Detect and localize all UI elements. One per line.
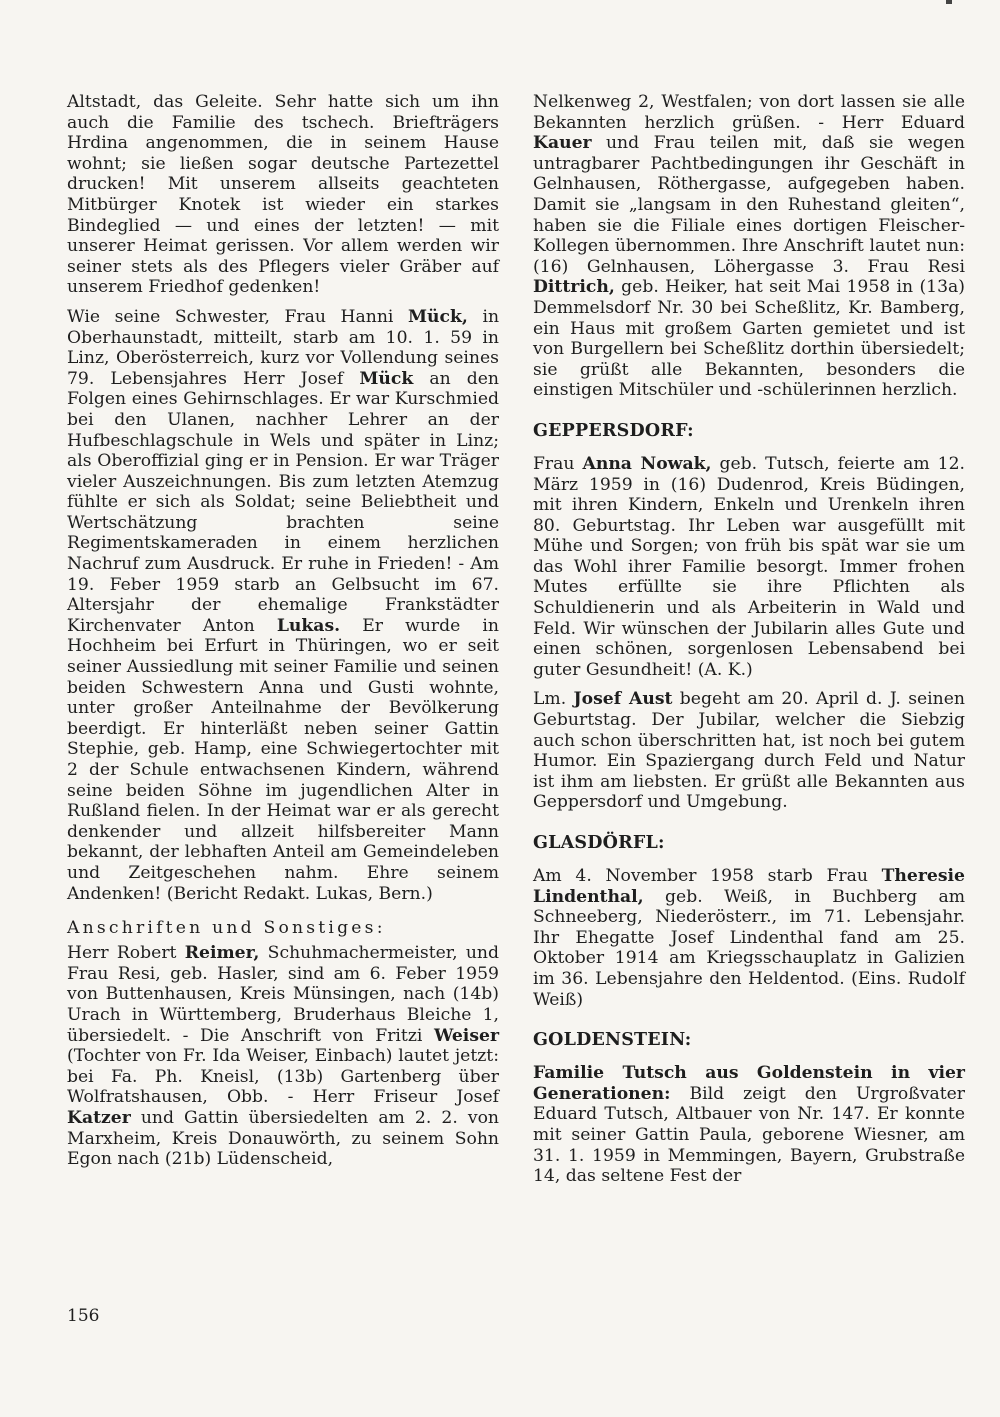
name-bold: Kauer [533,133,592,154]
name-bold: Mück, [407,306,468,327]
paragraph: Familie Tutsch aus Goldenstein in vier Generationen: Bild zeigt den Urgroßvater Eduard Tutsch, Altbauer von Nr. 147. Er konnte mit seiner Gattin Paula, geborene Wiesner, am 31. 1. 1959 in Memmingen, Bayern, Grubstraße 14, das seltene Fest der [533,1063,965,1187]
paragraph: Lm. Josef Aust begeht am 20. April d. J. seinen Geburtstag. Der Jubilar, welcher die Siebzig auch schon überschritten hat, ist noch bei gutem Humor. Ein Spaziergang durch Feld und Natur ist ihm am liebsten. Er grüßt alle Bekannten aus Geppersdorf und Umgebung. [533,689,965,813]
name-bold: Katzer [67,1107,131,1128]
section-heading-geppersdorf: GEPPERSDORF: [533,420,694,441]
page-number: 156 [67,1306,100,1326]
scan-mark [946,0,952,4]
paragraph: Frau Anna Nowak, geb. Tutsch, feierte am 12. März 1959 in (16) Dudenrod, Kreis Büdingen, mit ihren Kindern, Enkeln und Urenkeln ihren 80. Geburtstag. Ihr Leben war ausgefüllt mit Mühe und Sorgen; von früh bis spät war sie um das Wohl ihrer Familie besorgt. Immer frohen Mutes erfüllte sie ihre Pflichten als Schuldienerin und als Arbeiterin in Wald und Feld. Wir wünschen der Jubilarin alles Gute und einen schönen, sorgenlosen Lebensabend bei guter Gesundheit! (A. K.) [533,453,965,680]
name-bold: Familie Tutsch aus Goldenstein in vier Generationen: [533,1063,965,1104]
name-bold: Lukas. [276,615,341,636]
paragraph: Am 4. November 1958 starb Frau Theresie Lindenthal, geb. Weiß, in Buchberg am Schneeberg, Niederösterr., im 71. Lebensjahr. Ihr Ehegatte Josef Lindenthal fand am 25. Oktober 1914 am Kriegsschauplatz in Galizien im 36. Lebensjahre den Heldentod. (Eins. Rudolf Weiß) [533,866,965,1010]
left-column [67,92,499,1179]
paragraph: Wie seine Schwester, Frau Hanni Mück, in Oberhaunstadt, mitteilt, starb am 10. 1. 59 in Linz, Oberösterreich, kurz vor Vollendung seines 79. Lebensjahres Herr Josef Mück an den Folgen eines Gehirnschlages. Er war Kurschmied bei den Ulanen, nachher Lehrer an der Hufbeschlagschule in Wels und später in Linz; als Oberoffizial ging er in Pension. Er war Träger vieler Auszeichnungen. Bis zum letzten Atemzug fühlte er sich als Soldat; seine Beliebtheit und Wertschätzung brachten seine Regimentskameraden in einem herzlichen Nachruf zum Ausdruck. Er ruhe in Frieden! - Am 19. Feber 1959 starb an Gelbsucht im 67. Altersjahr der ehemalige Frankstädter Kirchenvater Anton Lukas. Er wurde in Hochheim bei Erfurt in Thüringen, wo er seit seiner Aussiedlung mit seiner Familie und seinen beiden Schwestern Anna und Gusti wohnte, unter großer Anteilnahme der Bevölkerung beerdigt. Er hinterläßt neben seiner Gattin Stephie, geb. Hamp, eine Schwiegertochter mit 2 der Schule entwachsenen Kindern, während seine beiden Söhne im jugendlichen Alter in Rußland fielen. In der Heimat war er als gerecht denkender und allzeit hilfsbereiter Mann bekannt, der lebhaften Anteil am Gemeindeleben und Zeitgeschehen nahm. Ehre seinem Andenken! (Bericht Redakt. Lukas, Bern.) [67,306,500,904]
right-column [533,92,965,1196]
section-heading-goldenstein: GOLDENSTEIN: [533,1030,692,1051]
paragraph: Nelkenweg 2, Westfalen; von dort lassen sie alle Bekannten herzlich grüßen. - Herr Eduard Kauer und Frau teilen mit, daß sie wegen untragbarer Pachtbedingungen ihr Geschäft in Gelnhausen, Röthergasse, aufgegeben haben. Damit sie „langsam in den Ruhestand gleiten“, haben sie die Filiale eines dortigen Fleischer-Kollegen übernommen. Ihre Anschrift lautet nun: (16) Gelnhausen, Löhergasse 3. Frau Resi Dittrich, geb. Heiker, hat seit Mai 1958 in (13a) Demmelsdorf Nr. 30 bei Scheßlitz, Kr. Bamberg, ein Haus mit großem Garten gemietet und ist von Burgellern bei Scheßlitz dorthin übersiedelt; sie grüßt alle Bekannten, besonders die einstigen Mitschüler und -schülerinnen herzlich. [533,92,965,401]
name-bold: Mück [359,368,414,389]
name-bold: Weiser [433,1025,499,1046]
name-bold: Theresie Lindenthal, [533,866,965,907]
name-bold: Dittrich, [533,277,615,298]
paragraph: Herr Robert Reimer, Schuhmachermeister, und Frau Resi, geb. Hasler, sind am 6. Feber 1959 von Buttenhausen, Kreis Münsingen, nach (14b) Urach in Württemberg, Bruderhaus Bleiche 1, übersiedelt. - Die Anschrift von Fritzi Weiser (Tochter von Fr. Ida Weiser, Einbach) lautet jetzt: bei Fa. Ph. Kneisl, (13b) Gartenberg über Wolfratshausen, Obb. - Herr Friseur Josef Katzer und Gattin übersiedelten am 2. 2. von Marxheim, Kreis Donauwörth, zu seinem Sohn Egon nach (21b) Lüdenscheid, [67,943,499,1170]
paragraph: Altstadt, das Geleite. Sehr hatte sich um ihn auch die Familie des tschech. Briefträgers Hrdina angenommen, die in seinem Hause wohnt; sie ließen sogar deutsche Partezettel drucken! Mit unserem allseits geachteten Mitbürger Knotek ist wieder ein starkes Bindeglied — und eines der letzten! — mit unserer Heimat gerissen. Vor allem werden wir seiner stets als des Pflegers vieler Gräber auf unserem Friedhof gedenken! [67,92,499,298]
section-subheading: Anschriften und Sonstiges: [67,918,386,939]
name-bold: Anna Nowak, [582,453,712,474]
name-bold: Josef Aust [573,689,673,710]
section-heading-glasdoerfl: GLASDÖRFL: [533,833,665,853]
name-bold: Reimer, [184,943,260,964]
